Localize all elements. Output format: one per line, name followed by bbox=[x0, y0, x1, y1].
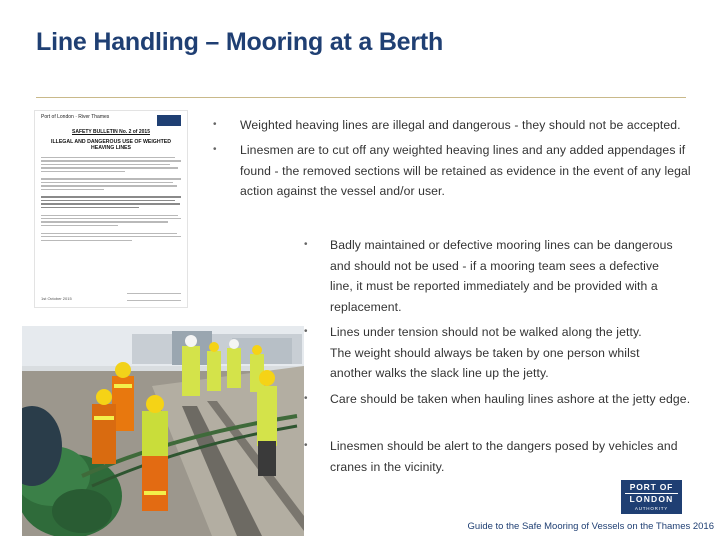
sub-bullet-item bbox=[304, 322, 666, 384]
safety-bulletin-image bbox=[34, 110, 188, 308]
bullet-text: Linesmen are to cut off any weighted heaving lines and any added appendages if found - the removed sections will be retained as evidence in the event of any legal action against the vessel and/or user. bbox=[240, 143, 691, 198]
bulletin-logo bbox=[157, 115, 181, 126]
bullet-marker: • bbox=[304, 326, 308, 337]
logo-line-2: LONDON bbox=[629, 494, 674, 504]
bulletin-body-text bbox=[41, 157, 181, 241]
bullet-marker: • bbox=[213, 119, 217, 130]
title-divider bbox=[36, 97, 686, 98]
logo-line-3: AUTHORITY bbox=[634, 506, 669, 511]
bulletin-org: Port of London · River Thames bbox=[41, 114, 110, 120]
footer-caption: Guide to the Safe Mooring of Vessels on the Thames 2016 bbox=[467, 521, 714, 532]
bulletin-signature-block bbox=[127, 293, 181, 301]
bullet-marker: • bbox=[213, 144, 217, 155]
bullet-item bbox=[213, 115, 708, 136]
bullet-marker: • bbox=[304, 440, 308, 451]
sub-bullet-item bbox=[304, 389, 704, 410]
bulletin-date: 1st October 2015 bbox=[41, 296, 72, 301]
logo-line-1: PORT OF bbox=[629, 482, 674, 492]
slide-title: Line Handling – Mooring at a Berth bbox=[36, 28, 444, 56]
bullet-marker: • bbox=[304, 239, 308, 250]
bullet-text: Badly maintained or defective mooring lines can be dangerous and should not be used - if a mooring team sees a defective line, it must be reported immediately and be provided with a replacement. bbox=[330, 238, 673, 314]
bulletin-subtitle: SAFETY BULLETIN No. 2 of 2015 bbox=[72, 129, 150, 135]
bullet-marker: • bbox=[304, 393, 308, 404]
bulletin-heading: ILLEGAL AND DANGEROUS USE OF WEIGHTED HEAVING LINES bbox=[51, 139, 171, 151]
bullet-text: Care should be taken when hauling lines ashore at the jetty edge. bbox=[330, 392, 691, 406]
pla-logo bbox=[621, 480, 682, 514]
sub-bullet-item bbox=[304, 436, 684, 477]
bullet-text: Weighted heaving lines are illegal and dangerous - they should not be accepted. bbox=[240, 118, 681, 132]
linesmen-hauling-photo bbox=[22, 326, 304, 536]
bullet-text: Lines under tension should not be walked along the jetty. The weight should always be taken by one person whilst another walks the slack line up the jetty. bbox=[330, 325, 642, 380]
bullet-item bbox=[213, 140, 701, 202]
sub-bullet-item bbox=[304, 235, 684, 317]
bullet-text: Linesmen should be alert to the dangers posed by vehicles and cranes in the vicinity. bbox=[330, 439, 678, 474]
